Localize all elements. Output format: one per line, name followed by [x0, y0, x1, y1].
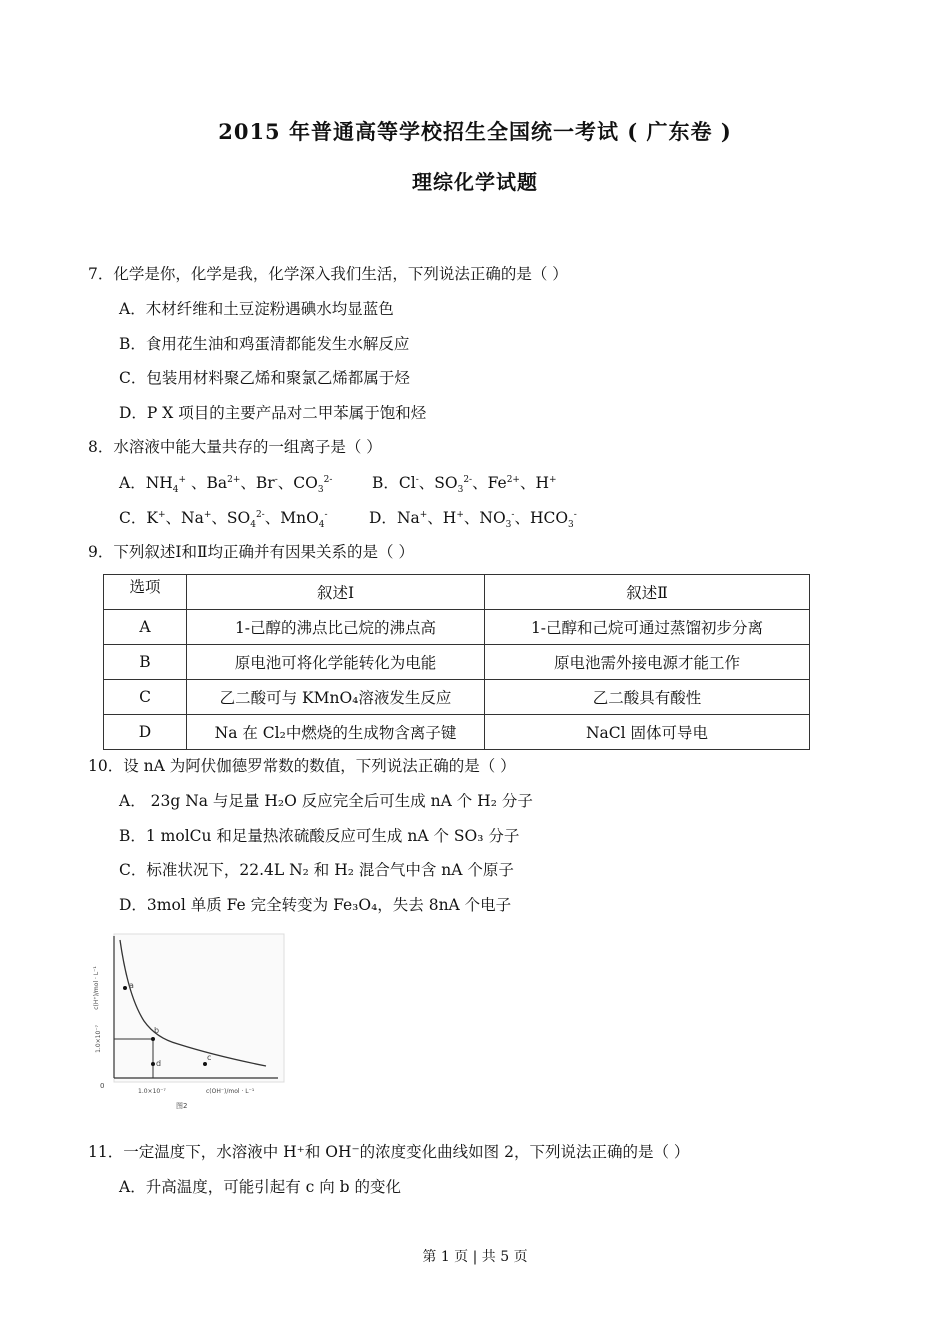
- table-row: [104, 610, 810, 645]
- table-header-cell: 选项: [104, 575, 187, 610]
- table-cell: 乙二酸可与 KMnO₄溶液发生反应: [187, 680, 485, 715]
- q7-stem: 7．化学是你，化学是我，化学深入我们生活，下列说法正确的是（ ）: [88, 265, 568, 283]
- point-d-label: d: [156, 1059, 162, 1068]
- q8-option-c: C．K+、Na+、$SO_4^{2-}$、MnO$_4$-: [119, 509, 328, 531]
- q11-option-a: A．升高温度，可能引起有 c 向 b 的变化: [119, 1178, 402, 1196]
- table-cell: 原电池需外接电源才能工作: [485, 645, 810, 680]
- q8-option-a: A．$NH_4^+$ 、$Ba^{2+}$、Br-、$CO_3^{2-}$: [119, 474, 333, 496]
- q10-option-c: C．标准状况下，22.4L N₂ 和 H₂ 混合气中含 nA 个原子: [119, 861, 514, 879]
- q11-stem: 11．一定温度下，水溶液中 H⁺和 OH⁻的浓度变化曲线如图 2，下列说法正确的是（ ）: [88, 1143, 690, 1161]
- table-header-cell: 叙述Ⅰ: [187, 575, 485, 610]
- table-cell: A: [104, 610, 187, 645]
- q10-option-a: A． 23g Na 与足量 H₂O 反应完全后可生成 nA 个 H₂ 分子: [119, 792, 533, 810]
- point-c-label: c: [207, 1053, 212, 1062]
- table-row: [104, 645, 810, 680]
- table-row: [104, 715, 810, 750]
- q10-option-b: B．1 molCu 和足量热浓硫酸反应可生成 nA 个 SO₃ 分子: [119, 827, 520, 845]
- q7-option-c: C．包装用材料聚乙烯和聚氯乙烯都属于烃: [119, 369, 410, 387]
- table-cell: 1-己醇和己烷可通过蒸馏初步分离: [485, 610, 810, 645]
- exam-subtitle: 理综化学试题: [412, 170, 538, 194]
- page-footer: 第 1 页 | 共 5 页: [422, 1249, 528, 1265]
- q8-option-b: B．Cl-、$SO_3^{2-}$、$Fe^{2+}$、H+: [372, 474, 557, 496]
- q10-option-d: D．3mol 单质 Fe 完全转变为 Fe₃O₄，失去 8nA 个电子: [119, 896, 512, 914]
- table-cell: 乙二酸具有酸性: [485, 680, 810, 715]
- exam-title: 2015 年普通高等学校招生全国统一考试 ( 广东卷 ): [218, 119, 732, 144]
- table-cell: 1-己醇的沸点比己烷的沸点高: [187, 610, 485, 645]
- figure-caption: 图2: [176, 1102, 188, 1110]
- q8-stem: 8．水溶液中能大量共存的一组离子是（ ）: [88, 438, 382, 456]
- point-a: [123, 986, 127, 990]
- table-header-cell: 叙述Ⅱ: [485, 575, 810, 610]
- point-a-label: a: [129, 981, 134, 990]
- table-row: [104, 680, 810, 715]
- table-cell: D: [104, 715, 187, 750]
- q10-stem: 10．设 nA 为阿伏伽德罗常数的数值，下列说法正确的是（ ）: [88, 757, 516, 775]
- q8-option-d: D．Na+、H+、$NO_3^-$、$HCO_3^-$: [369, 509, 577, 531]
- table-cell: 原电池可将化学能转化为电能: [187, 645, 485, 680]
- q9-stem: 9．下列叙述Ⅰ和Ⅱ均正确并有因果关系的是（ ）: [88, 543, 414, 561]
- x-tick-label: 1.0×10⁻⁷: [138, 1088, 166, 1095]
- y-axis-label: c(H⁺)/mol · L⁻¹: [93, 966, 100, 1010]
- origin-label: 0: [100, 1082, 105, 1090]
- x-axis-label: c(OH⁻)/mol · L⁻¹: [206, 1088, 255, 1095]
- q7-option-b: B．食用花生油和鸡蛋清都能发生水解反应: [119, 335, 410, 353]
- table-cell: B: [104, 645, 187, 680]
- point-b: [151, 1037, 155, 1041]
- point-d: [151, 1062, 155, 1066]
- q9-table: [103, 574, 810, 750]
- table-cell: NaCl 固体可导电: [485, 715, 810, 750]
- table-cell: C: [104, 680, 187, 715]
- q7-option-d: D．P X 项目的主要产品对二甲苯属于饱和烃: [119, 404, 427, 422]
- point-b-label: b: [154, 1026, 160, 1035]
- q7-option-a: A．木材纤维和土豆淀粉遇碘水均显蓝色: [119, 300, 394, 318]
- figure-2-graph: [86, 926, 286, 1116]
- point-c: [203, 1062, 207, 1066]
- y-tick-label: 1.0×10⁻⁷: [95, 1025, 102, 1053]
- table-header-row: [104, 575, 810, 610]
- table-cell: Na 在 Cl₂中燃烧的生成物含离子键: [187, 715, 485, 750]
